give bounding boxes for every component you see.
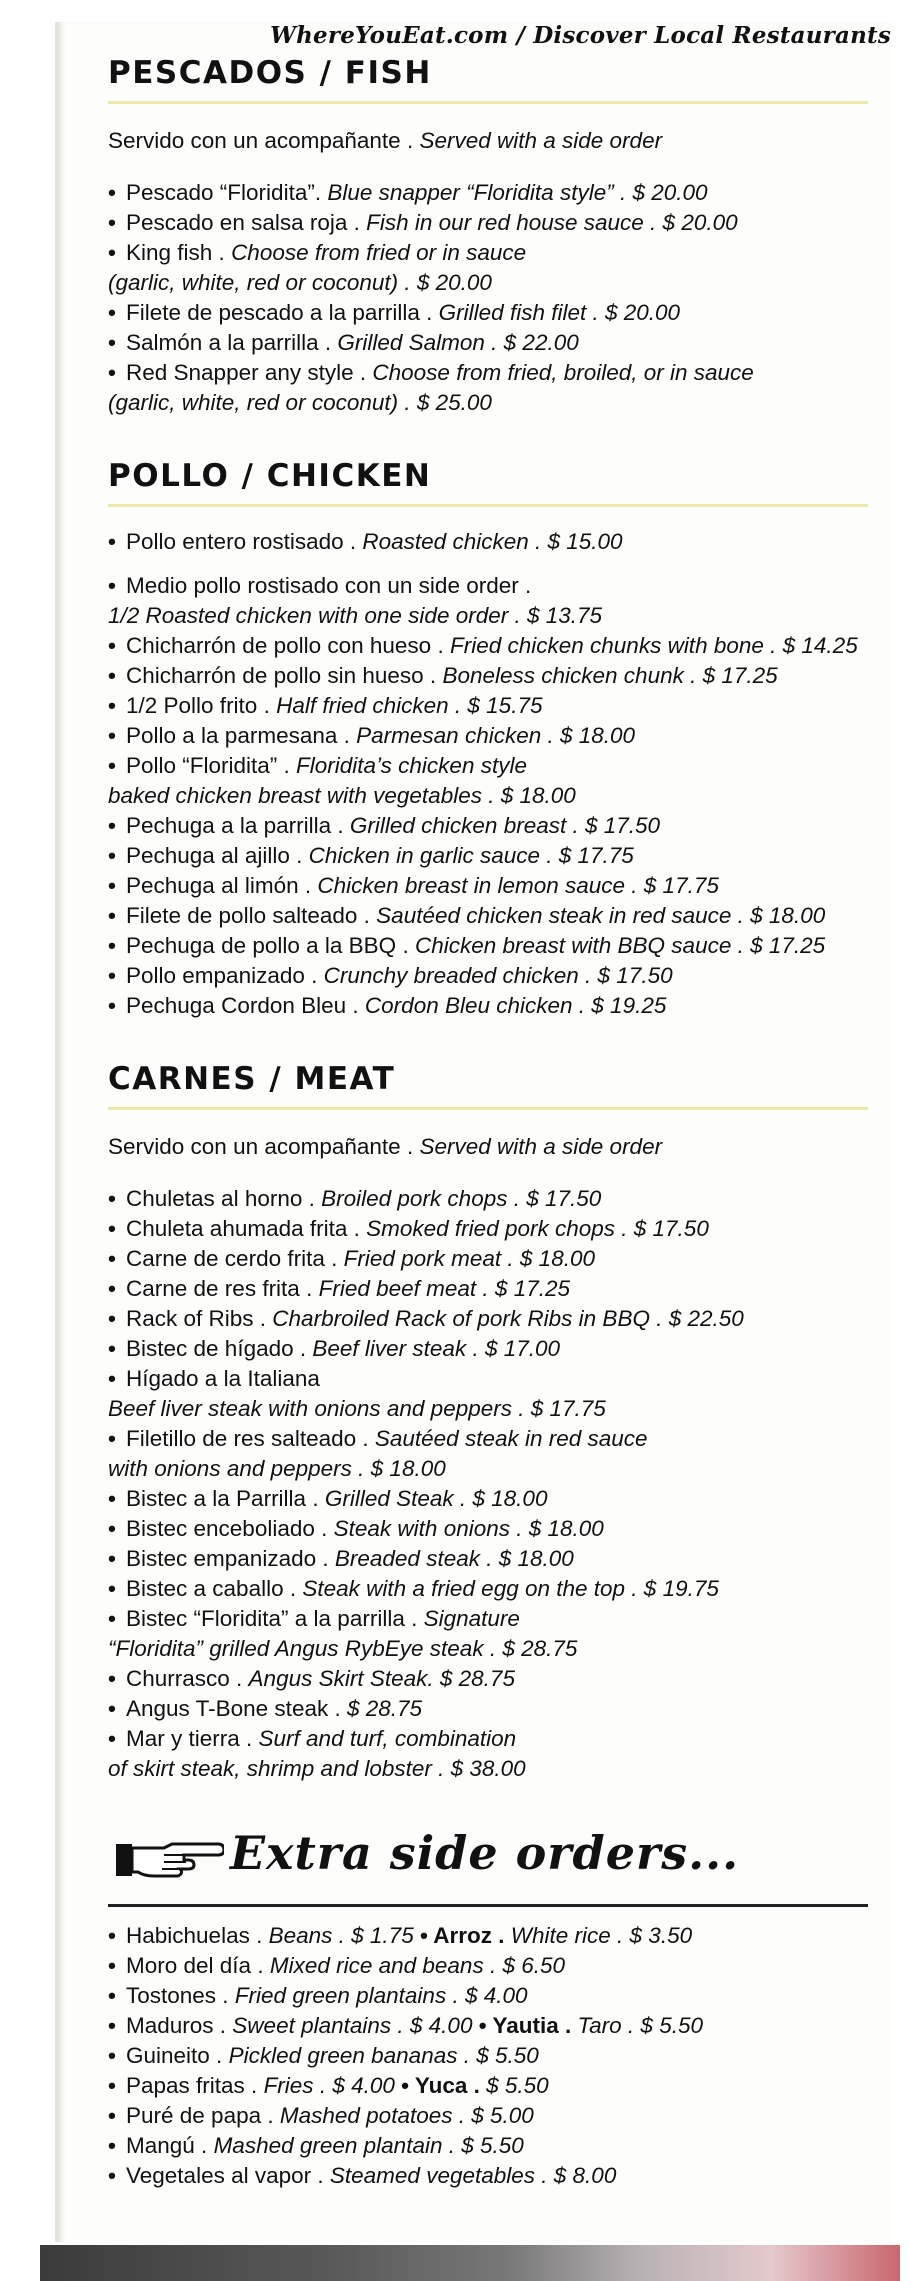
item-name-es: Churrasco . <box>126 1666 249 1691</box>
item-name-es: Pechuga a la parrilla . <box>126 813 350 838</box>
item-desc-en: Crunchy breaded chicken . $ 17.50 <box>323 963 673 988</box>
item-name-es: Bistec a la Parrilla . <box>126 1486 325 1511</box>
item-desc-en: Chicken in garlic sauce . $ 17.75 <box>308 843 634 868</box>
fish-note <box>108 128 868 154</box>
menu-item <box>108 841 868 871</box>
bullet-icon: • <box>108 633 116 658</box>
menu-item <box>108 1981 868 2011</box>
menu-item <box>108 691 868 721</box>
item-desc-en: Sautéed steak in red sauce <box>374 1426 648 1451</box>
item-name-es: Pechuga al ajillo . <box>126 843 309 868</box>
chicken-items <box>108 527 868 1021</box>
menu-item <box>108 2071 868 2101</box>
menu-item <box>108 328 868 358</box>
bullet-icon: • <box>108 1486 116 1511</box>
item-name-es: Bistec “Floridita” a la parrilla . <box>126 1606 424 1631</box>
menu-item <box>108 2101 868 2131</box>
menu-item <box>108 1514 868 1544</box>
item-desc-en: Grilled Salmon . $ 22.00 <box>337 330 579 355</box>
item-name-es: Filete de pollo salteado . <box>126 903 377 928</box>
menu-item <box>108 2161 868 2191</box>
bullet-icon: • <box>108 1246 116 1271</box>
fish-note-es: Servido con un acompañante . <box>108 128 420 153</box>
item-desc-en: Charbroiled Rack of pork Ribs in BBQ . $ 22.50 <box>272 1306 744 1331</box>
menu-item <box>108 1424 868 1484</box>
pointing-hand-icon <box>114 1838 224 1882</box>
menu-item <box>108 1951 868 1981</box>
menu-item <box>108 1214 868 1244</box>
bullet-icon: • <box>108 210 116 235</box>
menu-item <box>108 2041 868 2071</box>
item-desc-en: Sweet plantains . $ 4.00 <box>232 2013 479 2038</box>
item-desc-en: Boneless chicken chunk . $ 17.25 <box>442 663 778 688</box>
menu-item <box>108 1724 868 1784</box>
bullet-icon: • <box>108 1696 116 1721</box>
item-name-es: Mar y tierra . <box>126 1726 259 1751</box>
menu-item <box>108 961 868 991</box>
menu-item <box>108 931 868 961</box>
item-name-es: Pollo empanizado . <box>126 963 324 988</box>
menu-item <box>108 1304 868 1334</box>
item-name-es: Medio pollo rostisado con un side order . <box>126 573 532 598</box>
item-desc-en: Beef liver steak . $ 17.00 <box>312 1336 561 1361</box>
bullet-icon: • <box>108 1953 116 1978</box>
bullet-icon: • <box>108 1336 116 1361</box>
item-name-es: Bistec enceboliado . <box>126 1516 334 1541</box>
item-desc-en: Choose from fried, broiled, or in sauce <box>372 360 754 385</box>
menu-item <box>108 238 868 298</box>
bullet-icon: • <box>108 2013 116 2038</box>
item-desc-en: Mashed green plantain . $ 5.50 <box>213 2133 524 2158</box>
item-name-es: Pollo a la parmesana . <box>126 723 357 748</box>
meat-section <box>108 1061 868 1784</box>
item-name-es: Filetillo de res salteado . <box>126 1426 375 1451</box>
bullet-icon: • <box>108 2103 116 2128</box>
item-desc-en: Blue snapper “Floridita style” . $ 20.00 <box>327 180 708 205</box>
item-name-es: Angus T-Bone steak . <box>126 1696 347 1721</box>
bullet-icon: • <box>108 1186 116 1211</box>
item-desc-en: $ 28.75 <box>346 1696 423 1721</box>
bullet-icon: • <box>108 1546 116 1571</box>
item-name-es: Bistec a caballo . <box>126 1576 303 1601</box>
item-name-es: Pollo “Floridita” . <box>126 753 297 778</box>
item-desc-continued: (garlic, white, red or coconut) . $ 20.00 <box>108 270 492 295</box>
item-desc-en: Surf and turf, combination <box>258 1726 517 1751</box>
watermark: WhereYouEat.com / Discover Local Restaurants <box>270 22 891 49</box>
bullet-icon: • <box>108 903 116 928</box>
meat-note <box>108 1134 868 1160</box>
bullet-icon: • <box>108 2073 116 2098</box>
bullet-icon: • <box>108 180 116 205</box>
bullet-icon: • <box>108 723 116 748</box>
item-name-es-2: • Yautia . <box>478 2013 578 2038</box>
extras-title: Extra side orders... <box>230 1826 740 1880</box>
bullet-icon: • <box>108 933 116 958</box>
bullet-icon: • <box>108 2043 116 2068</box>
item-name-es: Chicharrón de pollo con hueso . <box>126 633 450 658</box>
meat-title: CARNES / MEAT <box>108 1061 868 1110</box>
menu-item <box>108 527 868 557</box>
item-desc-en-2: White rice . $ 3.50 <box>510 1923 693 1948</box>
item-name-es: Carne de res frita . <box>126 1276 319 1301</box>
item-desc-en: Choose from fried or in sauce <box>231 240 527 265</box>
item-name-es: Habichuelas . <box>126 1923 269 1948</box>
bullet-icon: • <box>108 240 116 265</box>
menu-content <box>108 55 868 2231</box>
fish-note-en: Served with a side order <box>419 128 663 153</box>
item-desc-en: Floridita’s chicken style <box>296 753 527 778</box>
item-name-es: Vegetales al vapor . <box>126 2163 330 2188</box>
meat-items <box>108 1184 868 1784</box>
item-name-es: Maduros . <box>126 2013 233 2038</box>
bullet-icon: • <box>108 993 116 1018</box>
extras-header <box>108 1824 868 1904</box>
item-name-es: Filete de pescado a la parrilla . <box>126 300 439 325</box>
item-desc-en: Pickled green bananas . $ 5.50 <box>228 2043 539 2068</box>
item-name-es: Hígado a la Italiana <box>126 1366 320 1391</box>
menu-item <box>108 1274 868 1304</box>
extras-items <box>108 1921 868 2191</box>
item-desc-en: Steamed vegetables . $ 8.00 <box>329 2163 617 2188</box>
menu-item <box>108 178 868 208</box>
item-desc-continued: of skirt steak, shrimp and lobster . $ 38.00 <box>108 1756 526 1781</box>
bullet-icon: • <box>108 573 116 598</box>
item-name-es: Papas fritas . <box>126 2073 264 2098</box>
item-name-es: Mangú . <box>126 2133 214 2158</box>
item-desc-continued: 1/2 Roasted chicken with one side order . $ 13.75 <box>108 603 603 628</box>
fish-items <box>108 178 868 418</box>
item-desc-en: Mixed rice and beans . $ 6.50 <box>269 1953 566 1978</box>
item-desc-en: Chicken breast in lemon sauce . $ 17.75 <box>317 873 719 898</box>
item-desc-continued: baked chicken breast with vegetables . $ 18.00 <box>108 783 576 808</box>
bullet-icon: • <box>108 1606 116 1631</box>
item-name-es: Pescado en salsa roja . <box>126 210 367 235</box>
menu-item <box>108 871 868 901</box>
menu-item <box>108 2131 868 2161</box>
bullet-icon: • <box>108 1276 116 1301</box>
chicken-section <box>108 458 868 1021</box>
item-desc-en: Parmesan chicken . $ 18.00 <box>356 723 636 748</box>
chicken-title: POLLO / CHICKEN <box>108 458 868 507</box>
menu-item <box>108 1604 868 1664</box>
bullet-icon: • <box>108 873 116 898</box>
item-desc-en: Steak with a fried egg on the top . $ 19.75 <box>302 1576 719 1601</box>
bullet-icon: • <box>108 1983 116 2008</box>
menu-item <box>108 1921 868 1951</box>
menu-item <box>108 2011 868 2041</box>
menu-item <box>108 1244 868 1274</box>
item-desc-en: Half fried chicken . $ 15.75 <box>276 693 543 718</box>
bottom-photo-strip <box>40 2245 900 2281</box>
menu-item <box>108 631 868 661</box>
item-name-es: Carne de cerdo frita . <box>126 1246 344 1271</box>
item-name-es: Puré de papa . <box>126 2103 280 2128</box>
item-desc-en-2: $ 5.50 <box>486 2073 549 2098</box>
item-desc-en: Fried green plantains . $ 4.00 <box>234 1983 528 2008</box>
bullet-icon: • <box>108 529 116 554</box>
item-name-es: Chuleta ahumada frita . <box>126 1216 367 1241</box>
menu-item <box>108 1574 868 1604</box>
item-desc-en: Grilled Steak . $ 18.00 <box>324 1486 548 1511</box>
item-desc-continued: Beef liver steak with onions and peppers . $ 17.75 <box>108 1396 606 1421</box>
bullet-icon: • <box>108 963 116 988</box>
menu-item <box>108 1334 868 1364</box>
bullet-icon: • <box>108 753 116 778</box>
item-name-es: Chicharrón de pollo sin hueso . <box>126 663 443 688</box>
item-desc-en: Roasted chicken . $ 15.00 <box>362 529 623 554</box>
bullet-icon: • <box>108 663 116 688</box>
item-name-es: Guineito . <box>126 2043 229 2068</box>
bullet-icon: • <box>108 1923 116 1948</box>
menu-item <box>108 358 868 418</box>
menu-item <box>108 991 868 1021</box>
menu-item <box>108 901 868 931</box>
bullet-icon: • <box>108 693 116 718</box>
fish-section <box>108 55 868 418</box>
item-name-es: Rack of Ribs . <box>126 1306 273 1331</box>
item-desc-en: Fried chicken chunks with bone . $ 14.25 <box>449 633 858 658</box>
menu-item <box>108 208 868 238</box>
meat-note-en: Served with a side order <box>419 1134 663 1159</box>
item-desc-continued: with onions and peppers . $ 18.00 <box>108 1456 446 1481</box>
item-desc-en: Angus Skirt Steak. $ 28.75 <box>248 1666 515 1691</box>
item-desc-en: Broiled pork chops . $ 17.50 <box>321 1186 602 1211</box>
item-desc-continued: (garlic, white, red or coconut) . $ 25.00 <box>108 390 492 415</box>
item-desc-en: Signature <box>423 1606 520 1631</box>
menu-item <box>108 1544 868 1574</box>
item-desc-en: Cordon Bleu chicken . $ 19.25 <box>364 993 667 1018</box>
bullet-icon: • <box>108 1576 116 1601</box>
extras-section <box>108 1824 868 2191</box>
item-desc-en: Grilled fish filet . $ 20.00 <box>438 300 681 325</box>
item-name-es: Pechuga al limón . <box>126 873 318 898</box>
menu-item <box>108 751 868 811</box>
bullet-icon: • <box>108 813 116 838</box>
menu-item <box>108 1694 868 1724</box>
item-desc-en: Fish in our red house sauce . $ 20.00 <box>366 210 738 235</box>
bullet-icon: • <box>108 843 116 868</box>
bullet-icon: • <box>108 1666 116 1691</box>
item-name-es: Moro del día . <box>126 1953 270 1978</box>
item-desc-en: Fries . $ 4.00 <box>263 2073 402 2098</box>
item-name-es: Pollo entero rostisado . <box>126 529 363 554</box>
item-desc-en: Grilled chicken breast . $ 17.50 <box>349 813 661 838</box>
menu-item <box>108 1664 868 1694</box>
bullet-icon: • <box>108 300 116 325</box>
bullet-icon: • <box>108 1516 116 1541</box>
item-name-es: Pechuga Cordon Bleu . <box>126 993 365 1018</box>
menu-item <box>108 811 868 841</box>
item-desc-en: Smoked fried pork chops . $ 17.50 <box>366 1216 709 1241</box>
bullet-icon: • <box>108 1306 116 1331</box>
menu-item <box>108 661 868 691</box>
menu-item <box>108 1484 868 1514</box>
item-desc-en: Sautéed chicken steak in red sauce . $ 18.00 <box>376 903 826 928</box>
item-name-es: Red Snapper any style . <box>126 360 373 385</box>
bullet-icon: • <box>108 360 116 385</box>
item-desc-en: Fried pork meat . $ 18.00 <box>343 1246 595 1271</box>
bullet-icon: • <box>108 1426 116 1451</box>
meat-note-es: Servido con un acompañante . <box>108 1134 420 1159</box>
menu-item <box>108 721 868 751</box>
item-desc-en-2: Taro . $ 5.50 <box>577 2013 703 2038</box>
menu-item <box>108 298 868 328</box>
item-desc-en: Breaded steak . $ 18.00 <box>334 1546 574 1571</box>
item-name-es: Tostones . <box>126 1983 235 2008</box>
bullet-icon: • <box>108 1216 116 1241</box>
item-name-es: Chuletas al horno . <box>126 1186 322 1211</box>
fish-title: PESCADOS / FISH <box>108 55 868 104</box>
item-name-es: Bistec empanizado . <box>126 1546 335 1571</box>
item-name-es: Pescado “Floridita”. <box>126 180 328 205</box>
item-desc-en: Mashed potatoes . $ 5.00 <box>279 2103 534 2128</box>
item-desc-en: Chicken breast with BBQ sauce . $ 17.25 <box>414 933 826 958</box>
bullet-icon: • <box>108 2133 116 2158</box>
menu-item <box>108 1184 868 1214</box>
item-name-es: Salmón a la parrilla . <box>126 330 338 355</box>
item-name-es: Bistec de hígado . <box>126 1336 313 1361</box>
item-name-es: 1/2 Pollo frito . <box>126 693 277 718</box>
bullet-icon: • <box>108 330 116 355</box>
extras-divider <box>108 1904 868 1907</box>
item-name-es-2: • Yuca . <box>401 2073 487 2098</box>
menu-item <box>108 571 868 631</box>
menu-item <box>108 1364 868 1424</box>
item-desc-continued: “Floridita” grilled Angus RybEye steak . $ 28.75 <box>108 1636 578 1661</box>
item-name-es-2: • Arroz . <box>419 1923 511 1948</box>
bullet-icon: • <box>108 2163 116 2188</box>
item-desc-en: Beans . $ 1.75 <box>268 1923 420 1948</box>
item-name-es: King fish . <box>126 240 232 265</box>
bullet-icon: • <box>108 1366 116 1391</box>
item-desc-en: Fried beef meat . $ 17.25 <box>318 1276 570 1301</box>
item-name-es: Pechuga de pollo a la BBQ . <box>126 933 415 958</box>
bullet-icon: • <box>108 1726 116 1751</box>
item-desc-en: Steak with onions . $ 18.00 <box>333 1516 604 1541</box>
